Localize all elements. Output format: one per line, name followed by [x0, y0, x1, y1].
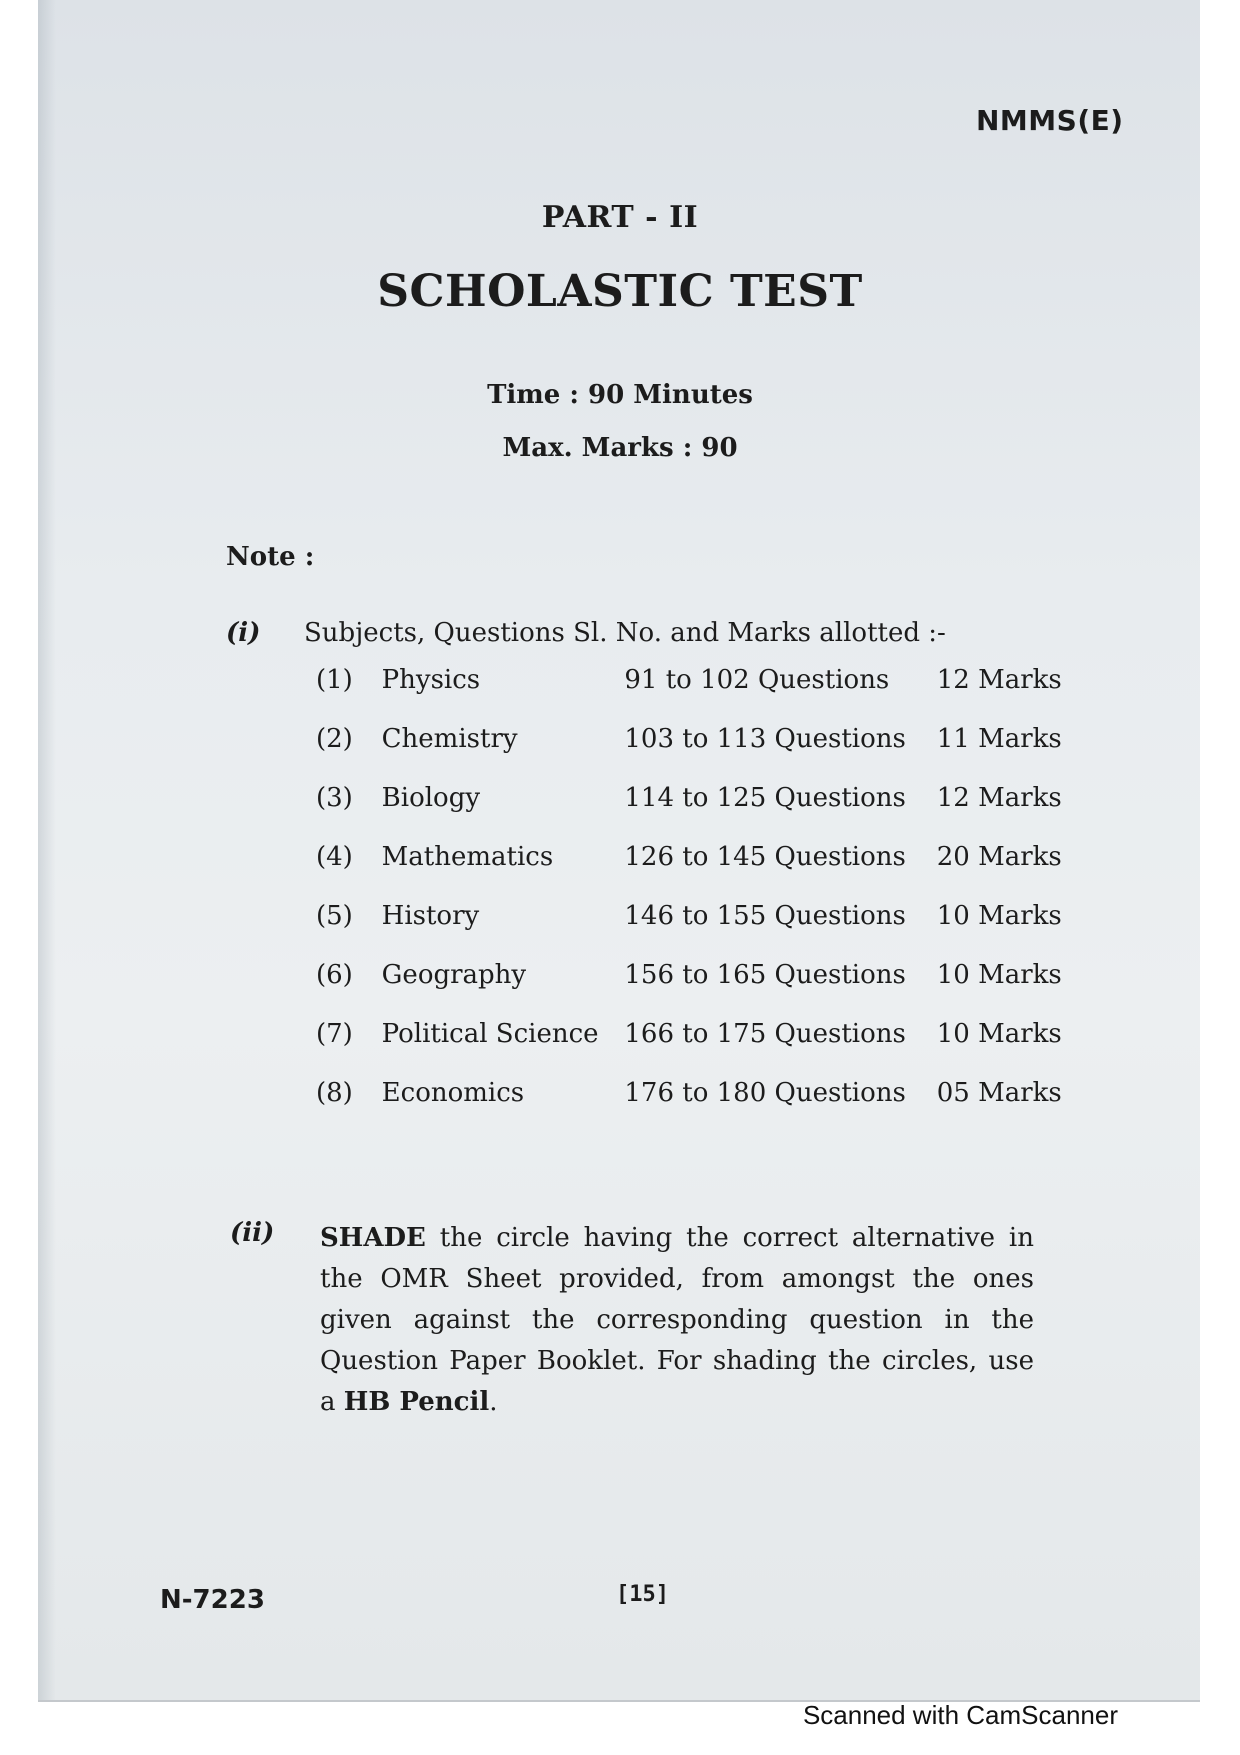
subject-row [316, 665, 1076, 724]
booklet-code: N-7223 [160, 1585, 265, 1615]
subject-number: (1) [316, 665, 353, 695]
instruction-text: the circle having the correct alternative in the OMR Sheet provided, from amongst the ones given against the corresponding question in the Question Paper Booklet. For shading the circles, use a [320, 1223, 1034, 1417]
question-range: 166 to 175 Questions [624, 1019, 906, 1049]
question-range: 146 to 155 Questions [624, 901, 906, 931]
question-range: 156 to 165 Questions [624, 960, 906, 990]
subject-number: (7) [316, 1019, 353, 1049]
question-range: 91 to 102 Questions [624, 665, 890, 695]
subject-row [316, 842, 1076, 901]
scanner-watermark: Scanned with CamScanner [802, 1700, 1118, 1730]
subject-name: Economics [381, 1078, 525, 1108]
subject-number: (8) [316, 1078, 353, 1108]
subject-row [316, 1078, 1076, 1137]
item-ii-marker: (ii) [230, 1218, 275, 1248]
subjects-table [316, 665, 1076, 1137]
subject-marks: 20 Marks [936, 842, 1062, 872]
subject-name: Geography [381, 960, 527, 990]
paper-code: NMMS(E) [976, 104, 1124, 137]
shade-emphasis: SHADE [320, 1223, 426, 1253]
subject-name: Physics [381, 665, 481, 695]
subject-number: (3) [316, 783, 353, 813]
subject-row [316, 960, 1076, 1019]
page-number: [15] [616, 1582, 669, 1607]
instruction-paragraph [320, 1218, 1034, 1423]
max-marks-label: Max. Marks : 90 [502, 433, 738, 463]
subject-name: History [381, 901, 480, 931]
page-title: SCHOLASTIC TEST [377, 266, 863, 317]
subject-marks: 05 Marks [936, 1078, 1062, 1108]
item-i-marker: (i) [226, 618, 261, 648]
question-range: 103 to 113 Questions [624, 724, 906, 754]
subject-marks: 11 Marks [936, 724, 1062, 754]
question-range: 126 to 145 Questions [624, 842, 906, 872]
subject-name: Political Science [381, 1019, 599, 1049]
subject-row [316, 724, 1076, 783]
subjects-intro: Subjects, Questions Sl. No. and Marks allotted :- [304, 618, 946, 648]
hb-pencil-emphasis: HB Pencil [343, 1387, 490, 1417]
subject-name: Chemistry [381, 724, 518, 754]
page-edge-shadow [38, 0, 56, 1700]
subject-number: (2) [316, 724, 353, 754]
subject-marks: 10 Marks [936, 960, 1062, 990]
subject-marks: 10 Marks [936, 901, 1062, 931]
subject-row [316, 1019, 1076, 1078]
instruction-end: . [489, 1387, 498, 1417]
note-label: Note : [226, 542, 315, 572]
time-label: Time : 90 Minutes [487, 380, 753, 410]
question-range: 114 to 125 Questions [624, 783, 906, 813]
subject-number: (4) [316, 842, 353, 872]
part-heading: PART - II [541, 200, 699, 235]
subject-row [316, 783, 1076, 842]
subject-marks: 12 Marks [936, 665, 1062, 695]
subject-name: Biology [381, 783, 481, 813]
subject-row [316, 901, 1076, 960]
subject-marks: 12 Marks [936, 783, 1062, 813]
subject-number: (5) [316, 901, 353, 931]
subject-marks: 10 Marks [936, 1019, 1062, 1049]
subject-number: (6) [316, 960, 353, 990]
question-range: 176 to 180 Questions [624, 1078, 906, 1108]
subject-name: Mathematics [381, 842, 554, 872]
